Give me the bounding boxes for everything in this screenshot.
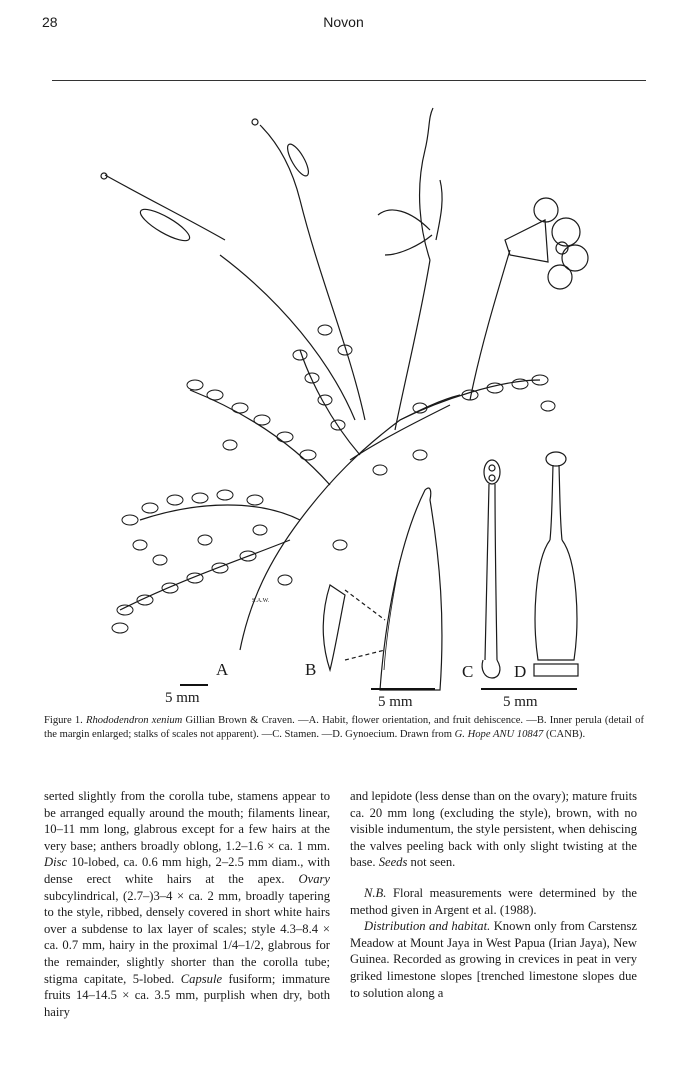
caption-parts: —A. Habit, flower orientation, and fruit dehiscence. —B. Inner perula (detail of the margin enlarged; stalks of scales not apparent). —C. Stamen. —D. Gynoecium. Drawn from [44,715,644,740]
habit-drawing [101,108,588,650]
panel-label-b: B [305,660,317,679]
scale-label-cd: 5 mm [503,694,538,710]
caption-species: Rhododendron xenium [85,715,183,726]
text-run: Known only from Carstensz Meadow at Mount Jaya in West Papua (Irian Jaya), New Guinea. Recorded as growing in crevices in peat in very griked limestone slopes [trenched limestone slopes due to solution along a [350,919,637,1000]
figure-caption [44,714,644,741]
scalebar-cd [481,688,577,690]
panel-label-c: C [462,662,474,681]
text-column-left [44,788,330,1020]
text-column-right [350,788,637,1001]
paragraph [44,788,330,1020]
header-rule [52,80,646,81]
stamen-drawing [482,460,500,678]
panel-label-d: D [514,662,527,681]
text-run: and lepidote (less dense than on the ovary); mature fruits ca. 20 mm long (excluding the style), brown, with no visible indumentum, the style persistent, when dehiscing the valves peeling back with only slight twisting at the base. [350,789,637,870]
section-heading-distribution: Distribution and habitat. [364,919,491,934]
caption-collector: G. Hope ANU 10847 [454,728,544,740]
term-seeds: Seeds [378,855,408,870]
text-run: 10-lobed, ca. 0.6 mm high, 2–2.5 mm diam., with dense erect white hairs at the apex. [44,855,330,886]
panel-label-a: A [216,660,229,679]
term-nb: N.B. [364,885,387,900]
botanical-illustration [0,100,687,700]
caption-prefix: Figure 1. [44,715,83,726]
text-run: subcylindrical, (2.7–)3–4 × ca. 2 mm, broadly tapering to the style, ribbed, densely covered in short white hairs over a subdense to lax layer of scales; style 4.3–8.4 × ca. 0.7 mm, hairy in the proximal 1/4–1/2, glabrous for the remainder, slightly shorter than the corolla tube; stigma capitate, 5-lobed. [44,888,330,986]
paragraph [350,885,637,918]
gynoecium-drawing [534,452,578,676]
scalebar-b [371,688,435,690]
term-capsule: Capsule [180,971,223,986]
text-run: serted slightly from the corolla tube, stamens appear to be arranged equally around the mouth; filaments linear, 10–11 mm long, glabrous except for a few hairs at the very base; anthers broadly oblong, 1.2–1.6 × ca. 1 mm. [44,789,330,853]
term-ovary: Ovary [298,871,330,886]
running-head: Novon [323,14,364,30]
text-run: not seen. [410,855,456,870]
caption-authors: Gillian Brown & Craven. [185,715,295,726]
perula-drawing [323,488,442,690]
paragraph [350,788,637,871]
paragraph [350,918,637,1001]
scale-label-b: 5 mm [378,694,413,710]
page-number: 28 [42,14,58,30]
text-run: Floral measurements were determined by the method given in Argent et al. (1988). [350,885,637,917]
scale-label-a: 5 mm [165,690,200,706]
text-run: fusiform; immature fruits 14–14.5 × ca. 3.5 mm, purplish when dry, both hairy [44,971,330,1019]
caption-herbarium: (CANB). [545,728,586,740]
term-disc: Disc [44,855,68,870]
scalebar-a [180,684,208,686]
artist-signature: S.A.W. [252,598,270,604]
